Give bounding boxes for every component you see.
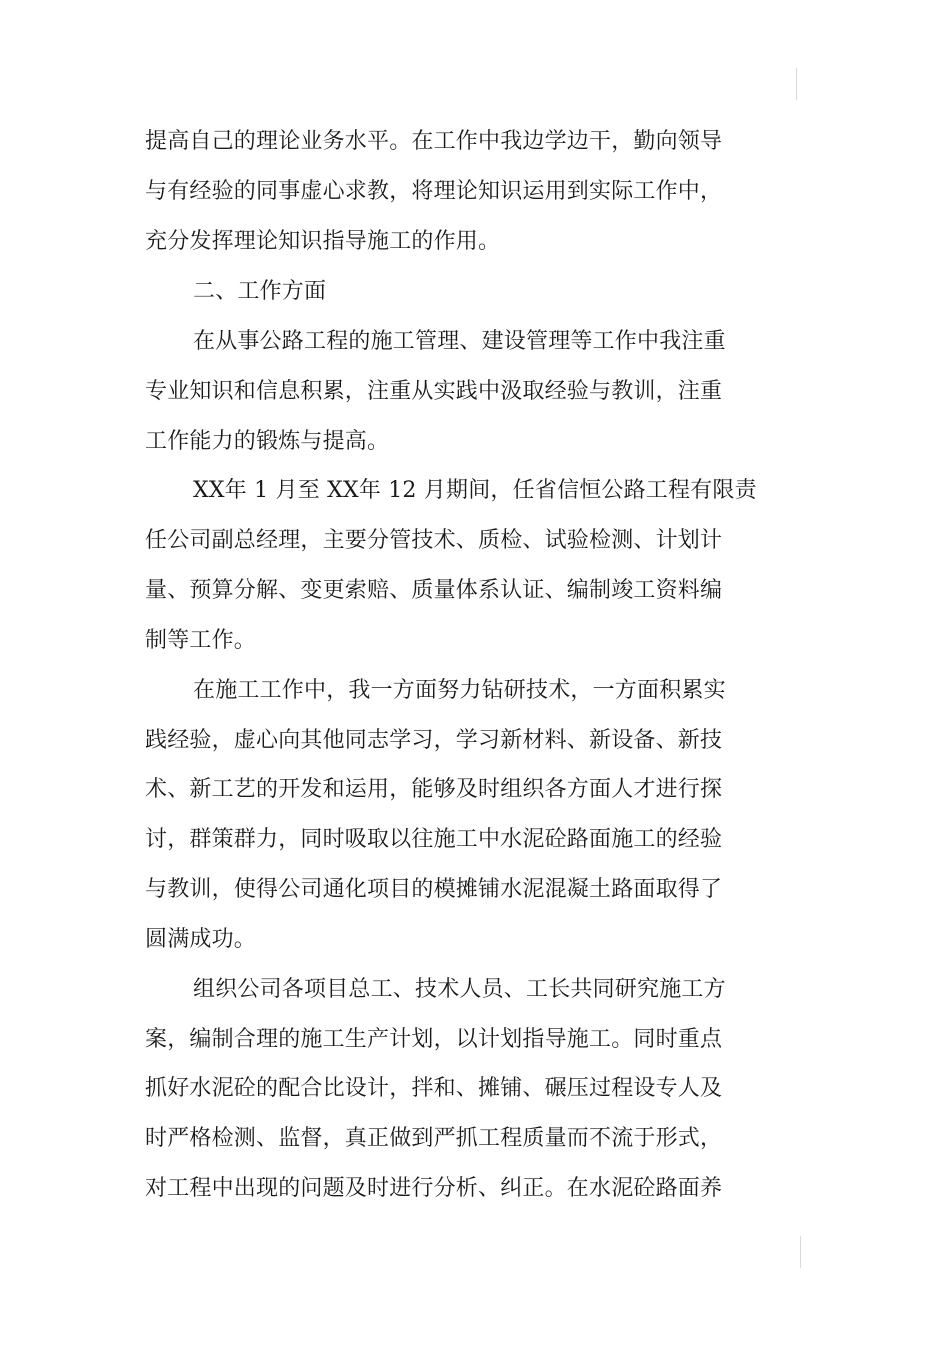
- text-line: 抓好水泥砼的配合比设计，拌和、摊铺、碾压过程设专人及: [145, 1076, 723, 1101]
- text-line: 组织公司各项目总工、技术人员、工长共同研究施工方: [193, 977, 726, 1002]
- text-line: 术、新工艺的开发和运用，能够及时组织各方面人才进行探: [145, 777, 723, 802]
- text-line: 案，编制合理的施工生产计划，以计划指导施工。同时重点: [145, 1027, 723, 1052]
- text-line: 对工程中出现的问题及时进行分析、纠正。在水泥砼路面养: [145, 1176, 723, 1201]
- page-edge-mark-top: [796, 68, 797, 100]
- page-edge-mark-bottom: [800, 1236, 801, 1268]
- section-heading: 二、工作方面: [193, 279, 327, 304]
- text-line: 践经验，虚心向其他同志学习，学习新材料、新设备、新技: [145, 728, 723, 753]
- text-line: XX年 1 月至 XX年 12 月期间，任省信恒公路工程有限责: [193, 478, 757, 503]
- text-line: 与教训，使得公司通化项目的模摊铺水泥混凝土路面取得了: [145, 877, 723, 902]
- text-line: 圆满成功。: [145, 927, 257, 952]
- text-line: 与有经验的同事虚心求教，将理论知识运用到实际工作中，: [145, 179, 723, 204]
- text-line: 制等工作。: [145, 628, 257, 653]
- text-line: 充分发挥理论知识指导施工的作用。: [145, 229, 501, 254]
- text-line: 时严格检测、监督，真正做到严抓工程质量而不流于形式，: [145, 1126, 723, 1151]
- text-line: 在施工工作中，我一方面努力钻研技术，一方面积累实: [193, 678, 726, 703]
- text-line: 工作能力的锻炼与提高。: [145, 429, 390, 454]
- text-line: 量、预算分解、变更索赔、质量体系认证、编制竣工资料编: [145, 578, 723, 603]
- text-line: 任公司副总经理，主要分管技术、质检、试验检测、计划计: [145, 528, 723, 553]
- text-line: 在从事公路工程的施工管理、建设管理等工作中我注重: [193, 329, 726, 354]
- text-line: 提高自己的理论业务水平。在工作中我边学边干，勤向领导: [145, 129, 723, 154]
- text-line: 专业知识和信息积累，注重从实践中汲取经验与教训，注重: [145, 379, 723, 404]
- text-line: 讨，群策群力，同时吸取以往施工中水泥砼路面施工的经验: [145, 827, 723, 852]
